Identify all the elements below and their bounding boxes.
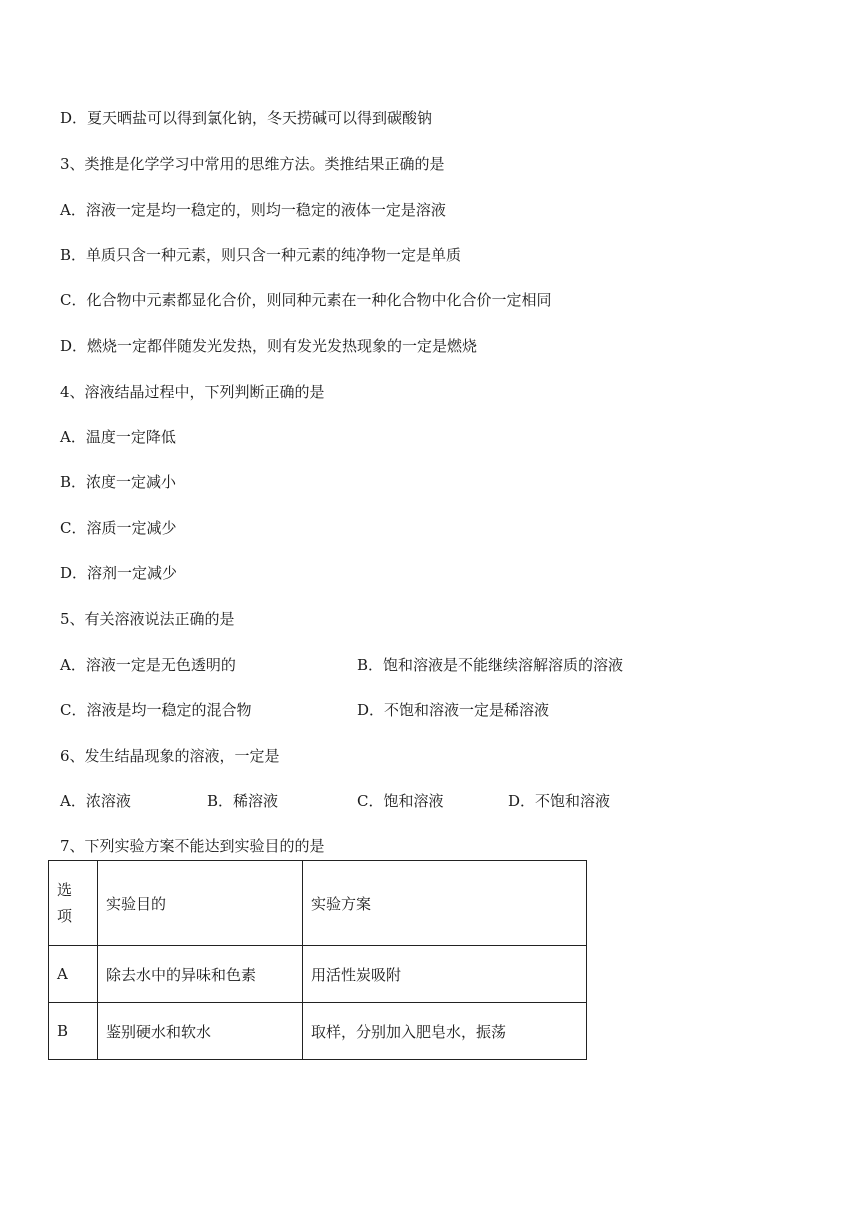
q6-stem: 6、发生结晶现象的溶液，一定是 (60, 747, 280, 765)
q5-option-d: D．不饱和溶液一定是稀溶液 (357, 701, 550, 719)
row-option-cell: B (49, 1003, 98, 1060)
q7-experiment-table (48, 860, 587, 1060)
header-plan-cell: 实验方案 (303, 861, 587, 946)
table-row (49, 1003, 587, 1060)
q3-option-b: B．单质只含一种元素，则只含一种元素的纯净物一定是单质 (60, 246, 462, 264)
q5-option-c: C．溶液是均一稳定的混合物 (60, 701, 252, 719)
row-plan-cell: 取样，分别加入肥皂水，振荡 (303, 1003, 587, 1060)
header-purpose-cell: 实验目的 (98, 861, 303, 946)
q5-stem: 5、有关溶液说法正确的是 (60, 610, 235, 628)
q4-option-c: C．溶质一定减少 (60, 519, 177, 537)
row-option-cell: A (49, 946, 98, 1003)
table-row (49, 946, 587, 1003)
q5-option-a: A．溶液一定是无色透明的 (60, 656, 236, 674)
header-option-line1: 选 (57, 881, 73, 899)
row-plan-cell: 用活性炭吸附 (303, 946, 587, 1003)
q3-stem: 3、类推是化学学习中常用的思维方法。类推结果正确的是 (60, 155, 445, 173)
row-purpose-cell: 除去水中的异味和色素 (98, 946, 303, 1003)
row-purpose-cell: 鉴别硬水和软水 (98, 1003, 303, 1060)
q4-option-d: D．溶剂一定减少 (60, 564, 178, 582)
table-header-row (49, 861, 587, 946)
q3-option-d: D．燃烧一定都伴随发光发热，则有发光发热现象的一定是燃烧 (60, 337, 478, 355)
q4-option-b: B．浓度一定减小 (60, 473, 177, 491)
q4-option-a: A．温度一定降低 (60, 428, 176, 446)
q3-option-a: A．溶液一定是均一稳定的，则均一稳定的液体一定是溶液 (60, 201, 446, 219)
q3-option-c: C．化合物中元素都显化合价，则同种元素在一种化合物中化合价一定相同 (60, 291, 552, 309)
q4-stem: 4、溶液结晶过程中，下列判断正确的是 (60, 383, 325, 401)
q5-option-b: B．饱和溶液是不能继续溶解溶质的溶液 (357, 656, 624, 674)
q2-option-d: D．夏天晒盐可以得到氯化钠，冬天捞碱可以得到碳酸钠 (60, 109, 433, 127)
q6-option-d: D．不饱和溶液 (508, 792, 611, 810)
q6-option-b: B．稀溶液 (207, 792, 279, 810)
q6-option-a: A．浓溶液 (60, 792, 131, 810)
header-option-line2: 项 (57, 907, 73, 925)
q6-option-c: C．饱和溶液 (357, 792, 444, 810)
q7-stem: 7、下列实验方案不能达到实验目的的是 (60, 837, 325, 855)
header-option-cell (49, 861, 98, 946)
